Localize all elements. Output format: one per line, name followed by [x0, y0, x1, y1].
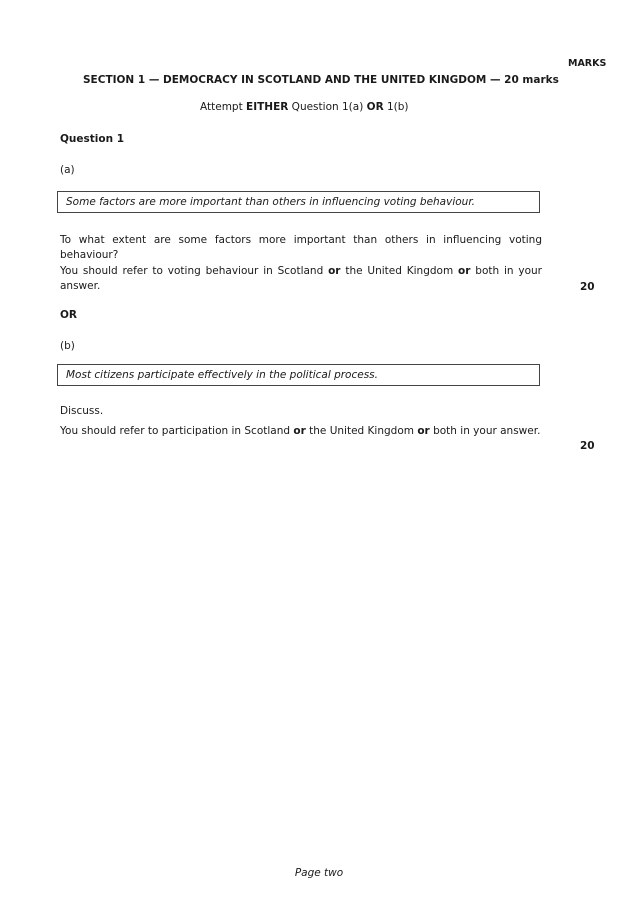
part-a-label: (a) — [60, 164, 75, 176]
part-b-guidance-text-2: the United Kingdom — [305, 425, 418, 437]
part-b-statement-box: Most citizens participate effectively in the political process. — [57, 364, 540, 386]
instruction-middle: Question 1(a) — [288, 101, 367, 113]
part-b-guidance — [60, 424, 542, 439]
attempt-instruction — [200, 101, 409, 113]
question-heading: Question 1 — [60, 133, 125, 145]
part-a-guidance-text-2: the United Kingdom — [340, 265, 459, 277]
part-a-statement-box: Some factors are more important than others in influencing voting behaviour. — [57, 191, 540, 213]
part-b-guidance-text-3: both in your answer. — [429, 425, 541, 437]
part-b-question: Discuss. — [60, 405, 104, 417]
part-a-question: To what extent are some factors more important than others in influencing voting behaviour? — [60, 234, 542, 261]
instruction-prefix: Attempt — [200, 101, 247, 113]
instruction-suffix: 1(b) — [383, 101, 409, 113]
part-a-guidance-text-3: both in your answer. — [60, 265, 542, 292]
page-footer: Page two — [294, 867, 344, 879]
part-a-marks: 20 — [580, 281, 595, 293]
or-divider: OR — [60, 309, 78, 321]
part-a-guidance-text-1: You should refer to voting behaviour in Scotland — [60, 265, 329, 277]
section-title: SECTION 1 — DEMOCRACY IN SCOTLAND AND THE UNITED KINGDOM — 20 marks — [83, 74, 559, 86]
marks-column-header: MARKS — [568, 58, 607, 69]
part-a-guidance-or-2: or — [458, 265, 471, 277]
part-b-guidance-or-1: or — [293, 425, 306, 437]
part-a-guidance-or-1: or — [328, 265, 341, 277]
part-b-marks: 20 — [580, 440, 595, 452]
part-b-guidance-or-2: or — [417, 425, 430, 437]
part-b-label: (b) — [60, 340, 75, 352]
part-b-guidance-text-1: You should refer to participation in Scotland — [60, 425, 294, 437]
instruction-either: EITHER — [246, 101, 289, 113]
part-a-guidance — [60, 264, 542, 294]
instruction-or: OR — [366, 101, 384, 113]
